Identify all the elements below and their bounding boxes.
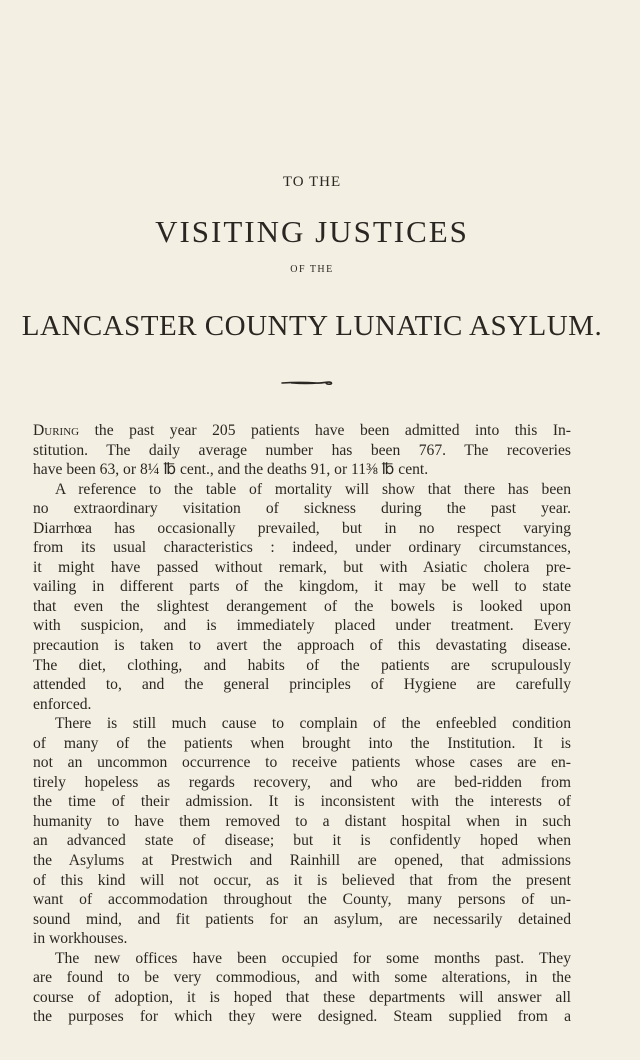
text-line <box>33 441 571 461</box>
body-text <box>33 421 571 1027</box>
text-line <box>33 656 571 676</box>
heading-to-the: TO THE <box>282 174 342 190</box>
text-line-content: an advanced state of disease; but it is confidently hoped when <box>33 832 571 850</box>
decorative-rule <box>281 380 333 386</box>
text-line-content: The new offices have been occupied for some months past. They <box>55 949 571 967</box>
text-line-content: that even the slightest derangement of the bowels is looked upon <box>33 597 571 615</box>
text-line-content: with suspicion, and is immediately placed under treatment. Every <box>33 617 571 635</box>
text-line-content: want of accommodation throughout the County, many persons of un- <box>33 891 571 909</box>
text-line-content: the purposes for which they were designed. Steam supplied from a <box>33 1008 571 1026</box>
text-line-content: tirely hopeless as regards recovery, and who are bed-ridden from <box>33 773 571 791</box>
text-line <box>33 851 571 871</box>
text-line-content: sound mind, and fit patients for an asylum, are necessarily detained <box>33 910 571 928</box>
text-line <box>33 753 571 773</box>
text-line-content: are found to be very commodious, and with some alterations, in the <box>33 969 571 987</box>
text-line-content: of many of the patients when brought into the Institution. It is <box>33 734 571 752</box>
text-line <box>33 831 571 851</box>
text-line-content: enforced. <box>33 695 92 713</box>
text-line <box>33 910 571 930</box>
text-line <box>33 480 571 500</box>
text-line <box>33 929 571 949</box>
text-line <box>33 675 571 695</box>
text-line-content: from its usual characteristics : indeed, under ordinary circumstances, <box>33 539 571 557</box>
text-line-content: course of adoption, it is hoped that these departments will answer all <box>33 988 571 1006</box>
heading-asylum-name: LANCASTER COUNTY LUNATIC ASYLUM. <box>21 310 603 342</box>
text-line <box>33 812 571 832</box>
text-line <box>33 695 571 715</box>
text-line <box>33 558 571 578</box>
text-line <box>33 968 571 988</box>
text-line-content: precaution is taken to avert the approach of this devastating disease. <box>33 637 571 655</box>
text-line-content: not an uncommon occurrence to receive patients whose cases are en- <box>33 754 571 772</box>
text-line <box>33 421 571 441</box>
text-line <box>33 519 571 539</box>
text-line-content: vailing in different parts of the kingdom, it may be well to state <box>33 578 571 596</box>
text-line <box>33 1007 571 1027</box>
text-line-content: Diarrhœa has occasionally prevailed, but in no respect varying <box>33 519 571 537</box>
text-line <box>33 773 571 793</box>
text-line <box>33 597 571 617</box>
text-line-content: The diet, clothing, and habits of the patients are scrupulously <box>33 656 571 674</box>
text-line-content: stitution. The daily average number has been 767. The recoveries <box>33 441 571 459</box>
text-line <box>33 792 571 812</box>
heading-visiting-justices: VISITING JUSTICES <box>155 214 469 249</box>
text-line <box>33 734 571 754</box>
text-line-content: no extraordinary visitation of sickness during the past year. <box>33 500 571 518</box>
text-line-content: A reference to the table of mortality will show that there has been <box>55 480 571 498</box>
text-line <box>33 460 571 480</box>
text-line <box>33 871 571 891</box>
text-line-content: There is still much cause to complain of the enfeebled condition <box>55 715 571 733</box>
heading-of-the: OF THE <box>290 264 334 275</box>
text-line-content: the time of their admission. It is inconsistent with the interests of <box>33 793 571 811</box>
text-line-content: in workhouses. <box>33 930 128 948</box>
text-line <box>33 577 571 597</box>
text-line <box>33 616 571 636</box>
text-line-content: have been 63, or 8¼ ℔ cent., and the deaths 91, or 11⅜ ℔ cent. <box>33 461 429 479</box>
opening-word: During <box>33 422 80 439</box>
text-line <box>33 949 571 969</box>
text-line-content: of this kind will not occur, as it is believed that from the present <box>33 871 571 889</box>
text-line <box>33 499 571 519</box>
text-line-content: the Asylums at Prestwich and Rainhill are opened, that admissions <box>33 852 571 870</box>
text-line <box>33 636 571 656</box>
text-line-content: humanity to have them removed to a distant hospital when in such <box>33 812 571 830</box>
text-line <box>33 714 571 734</box>
text-line <box>33 890 571 910</box>
text-line <box>33 988 571 1008</box>
text-line <box>33 538 571 558</box>
text-line-content: it might have passed without remark, but with Asiatic cholera pre- <box>33 558 571 576</box>
text-line-content: attended to, and the general principles of Hygiene are carefully <box>33 676 571 694</box>
text-line-content: the past year 205 patients have been admitted into this In- <box>79 422 571 439</box>
